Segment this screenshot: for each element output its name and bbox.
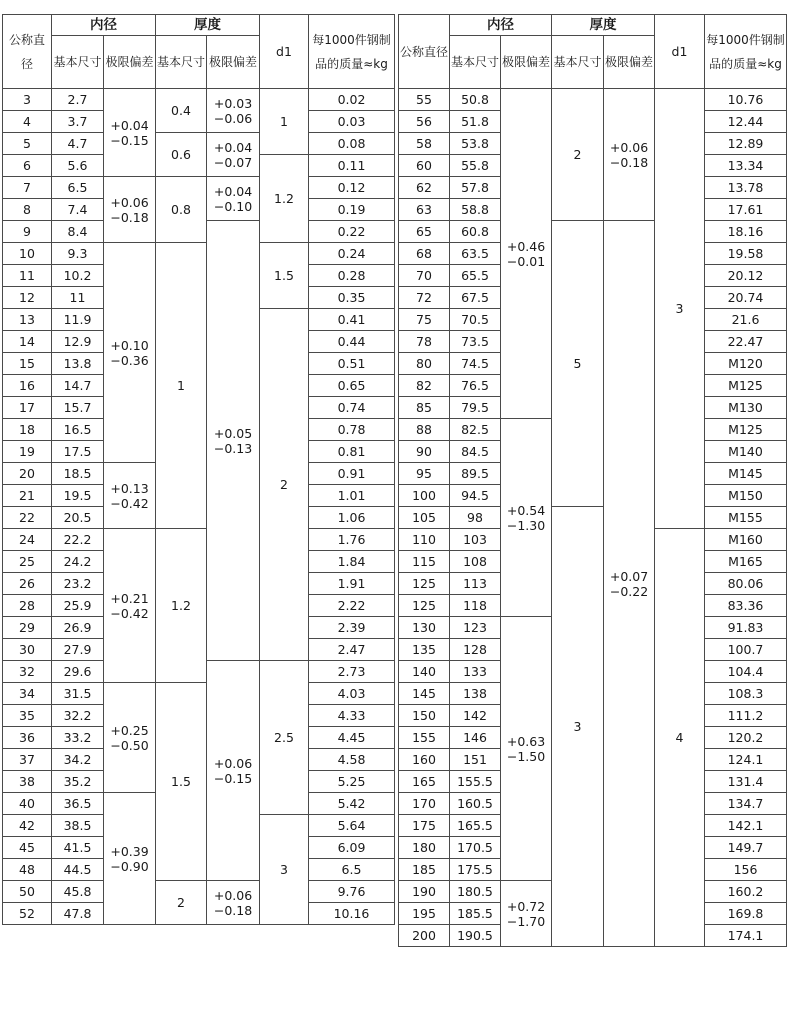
nominal-cell: 25 <box>3 551 52 573</box>
nominal-cell: 62 <box>399 177 450 199</box>
nominal-cell: 130 <box>399 617 450 639</box>
mass-cell: M125 <box>705 419 787 441</box>
thick-dev-cell: +0.06 −0.18 <box>207 881 260 925</box>
table-row <box>3 133 395 155</box>
nominal-cell: 15 <box>3 353 52 375</box>
mass-cell: 0.22 <box>309 221 395 243</box>
nominal-cell: 58 <box>399 133 450 155</box>
thick-dev-cell: +0.04 −0.10 <box>207 177 260 221</box>
inner-cell: 24.2 <box>52 551 104 573</box>
mass-cell: 6.09 <box>309 837 395 859</box>
inner-cell: 27.9 <box>52 639 104 661</box>
nominal-cell: 100 <box>399 485 450 507</box>
mass-cell: 0.91 <box>309 463 395 485</box>
mass-cell: M155 <box>705 507 787 529</box>
inner-cell: 34.2 <box>52 749 104 771</box>
inner-cell: 26.9 <box>52 617 104 639</box>
nominal-cell: 18 <box>3 419 52 441</box>
nominal-cell: 68 <box>399 243 450 265</box>
d1-cell: 4 <box>655 529 705 947</box>
header-inner-basic-size: 基本尺寸 <box>450 36 501 89</box>
inner-cell: 180.5 <box>450 881 501 903</box>
mass-cell: 20.12 <box>705 265 787 287</box>
mass-cell: 100.7 <box>705 639 787 661</box>
inner-cell: 4.7 <box>52 133 104 155</box>
inner-dev-cell: +0.54 −1.30 <box>501 419 552 617</box>
d1-cell: 2 <box>260 309 309 661</box>
inner-dev-cell: +0.46 −0.01 <box>501 89 552 419</box>
mass-cell: 5.42 <box>309 793 395 815</box>
mass-cell: 2.39 <box>309 617 395 639</box>
table-row <box>3 529 395 551</box>
nominal-cell: 75 <box>399 309 450 331</box>
inner-cell: 65.5 <box>450 265 501 287</box>
nominal-cell: 11 <box>3 265 52 287</box>
inner-cell: 60.8 <box>450 221 501 243</box>
nominal-cell: 110 <box>399 529 450 551</box>
d1-cell: 3 <box>260 815 309 925</box>
inner-cell: 146 <box>450 727 501 749</box>
header-d1: d1 <box>655 15 705 89</box>
mass-cell: 5.25 <box>309 771 395 793</box>
mass-cell: 0.08 <box>309 133 395 155</box>
thick-basic-cell: 1.2 <box>156 529 207 683</box>
nominal-cell: 80 <box>399 353 450 375</box>
thick-basic-cell: 3 <box>552 507 604 947</box>
mass-cell: 91.83 <box>705 617 787 639</box>
inner-cell: 38.5 <box>52 815 104 837</box>
header-inner-diameter: 内径 <box>52 15 156 36</box>
mass-cell: 108.3 <box>705 683 787 705</box>
header-thickness: 厚度 <box>552 15 655 36</box>
nominal-cell: 60 <box>399 155 450 177</box>
inner-cell: 94.5 <box>450 485 501 507</box>
thick-basic-cell: 0.8 <box>156 177 207 243</box>
nominal-cell: 26 <box>3 573 52 595</box>
inner-cell: 8.4 <box>52 221 104 243</box>
mass-cell: 174.1 <box>705 925 787 947</box>
nominal-cell: 88 <box>399 419 450 441</box>
nominal-cell: 20 <box>3 463 52 485</box>
inner-cell: 10.2 <box>52 265 104 287</box>
inner-cell: 79.5 <box>450 397 501 419</box>
inner-dev-cell: +0.72 −1.70 <box>501 881 552 947</box>
mass-cell: 4.58 <box>309 749 395 771</box>
nominal-cell: 170 <box>399 793 450 815</box>
right-table <box>398 14 787 947</box>
inner-cell: 20.5 <box>52 507 104 529</box>
mass-cell: 104.4 <box>705 661 787 683</box>
inner-cell: 11.9 <box>52 309 104 331</box>
mass-cell: 0.12 <box>309 177 395 199</box>
mass-cell: 22.47 <box>705 331 787 353</box>
mass-cell: 1.91 <box>309 573 395 595</box>
header-inner-basic-size: 基本尺寸 <box>52 36 104 89</box>
mass-cell: M145 <box>705 463 787 485</box>
nominal-cell: 55 <box>399 89 450 111</box>
nominal-cell: 36 <box>3 727 52 749</box>
inner-cell: 74.5 <box>450 353 501 375</box>
mass-cell: M120 <box>705 353 787 375</box>
nominal-cell: 82 <box>399 375 450 397</box>
nominal-cell: 160 <box>399 749 450 771</box>
mass-cell: 0.11 <box>309 155 395 177</box>
nominal-cell: 3 <box>3 89 52 111</box>
inner-cell: 89.5 <box>450 463 501 485</box>
mass-cell: 5.64 <box>309 815 395 837</box>
inner-cell: 103 <box>450 529 501 551</box>
header-inner-limit-deviation: 极限偏差 <box>104 36 156 89</box>
nominal-cell: 17 <box>3 397 52 419</box>
nominal-cell: 125 <box>399 595 450 617</box>
mass-cell: 18.16 <box>705 221 787 243</box>
nominal-cell: 95 <box>399 463 450 485</box>
inner-cell: 13.8 <box>52 353 104 375</box>
nominal-cell: 13 <box>3 309 52 331</box>
inner-cell: 142 <box>450 705 501 727</box>
inner-cell: 12.9 <box>52 331 104 353</box>
thick-basic-cell: 5 <box>552 221 604 507</box>
nominal-cell: 12 <box>3 287 52 309</box>
mass-cell: 131.4 <box>705 771 787 793</box>
mass-cell: 160.2 <box>705 881 787 903</box>
thick-basic-cell: 0.6 <box>156 133 207 177</box>
inner-cell: 50.8 <box>450 89 501 111</box>
mass-cell: 0.74 <box>309 397 395 419</box>
d1-cell: 1 <box>260 89 309 155</box>
inner-cell: 133 <box>450 661 501 683</box>
inner-cell: 2.7 <box>52 89 104 111</box>
d1-cell: 3 <box>655 89 705 529</box>
inner-dev-cell: +0.06 −0.18 <box>104 177 156 243</box>
inner-cell: 15.7 <box>52 397 104 419</box>
nominal-cell: 19 <box>3 441 52 463</box>
nominal-cell: 14 <box>3 331 52 353</box>
mass-cell: M125 <box>705 375 787 397</box>
inner-cell: 31.5 <box>52 683 104 705</box>
inner-cell: 5.6 <box>52 155 104 177</box>
inner-cell: 185.5 <box>450 903 501 925</box>
nominal-cell: 4 <box>3 111 52 133</box>
nominal-cell: 45 <box>3 837 52 859</box>
inner-cell: 19.5 <box>52 485 104 507</box>
mass-cell: 12.44 <box>705 111 787 133</box>
mass-cell: 6.5 <box>309 859 395 881</box>
thick-dev-cell: +0.07 −0.22 <box>604 221 655 947</box>
inner-cell: 155.5 <box>450 771 501 793</box>
mass-cell: 120.2 <box>705 727 787 749</box>
table-row <box>399 221 787 243</box>
inner-dev-cell: +0.10 −0.36 <box>104 243 156 463</box>
inner-cell: 47.8 <box>52 903 104 925</box>
mass-cell: 0.81 <box>309 441 395 463</box>
inner-cell: 76.5 <box>450 375 501 397</box>
inner-cell: 45.8 <box>52 881 104 903</box>
d1-cell: 1.2 <box>260 155 309 243</box>
nominal-cell: 195 <box>399 903 450 925</box>
nominal-cell: 200 <box>399 925 450 947</box>
thick-dev-cell: +0.04 −0.07 <box>207 133 260 177</box>
thick-dev-cell: +0.06 −0.18 <box>604 89 655 221</box>
thick-dev-cell: +0.05 −0.13 <box>207 221 260 661</box>
nominal-cell: 29 <box>3 617 52 639</box>
mass-cell: 0.51 <box>309 353 395 375</box>
mass-cell: 10.16 <box>309 903 395 925</box>
mass-cell: 0.02 <box>309 89 395 111</box>
mass-cell: 0.44 <box>309 331 395 353</box>
inner-cell: 32.2 <box>52 705 104 727</box>
inner-cell: 67.5 <box>450 287 501 309</box>
nominal-cell: 21 <box>3 485 52 507</box>
inner-cell: 190.5 <box>450 925 501 947</box>
nominal-cell: 190 <box>399 881 450 903</box>
mass-cell: 111.2 <box>705 705 787 727</box>
nominal-cell: 30 <box>3 639 52 661</box>
nominal-cell: 7 <box>3 177 52 199</box>
inner-cell: 160.5 <box>450 793 501 815</box>
nominal-cell: 8 <box>3 199 52 221</box>
left-table <box>2 14 395 925</box>
inner-cell: 7.4 <box>52 199 104 221</box>
mass-cell: 0.28 <box>309 265 395 287</box>
header-inner-limit-deviation: 极限偏差 <box>501 36 552 89</box>
table-row <box>3 89 395 111</box>
inner-cell: 36.5 <box>52 793 104 815</box>
inner-cell: 128 <box>450 639 501 661</box>
inner-cell: 138 <box>450 683 501 705</box>
inner-cell: 35.2 <box>52 771 104 793</box>
nominal-cell: 37 <box>3 749 52 771</box>
mass-cell: 12.89 <box>705 133 787 155</box>
nominal-cell: 85 <box>399 397 450 419</box>
nominal-cell: 5 <box>3 133 52 155</box>
mass-cell: 142.1 <box>705 815 787 837</box>
mass-cell: 0.78 <box>309 419 395 441</box>
inner-dev-cell: +0.63 −1.50 <box>501 617 552 881</box>
nominal-cell: 90 <box>399 441 450 463</box>
nominal-cell: 175 <box>399 815 450 837</box>
inner-cell: 170.5 <box>450 837 501 859</box>
mass-cell: 124.1 <box>705 749 787 771</box>
nominal-cell: 56 <box>399 111 450 133</box>
inner-cell: 53.8 <box>450 133 501 155</box>
inner-cell: 18.5 <box>52 463 104 485</box>
thick-basic-cell: 1 <box>156 243 207 529</box>
mass-cell: 4.03 <box>309 683 395 705</box>
mass-cell: 0.41 <box>309 309 395 331</box>
nominal-cell: 34 <box>3 683 52 705</box>
inner-cell: 165.5 <box>450 815 501 837</box>
mass-cell: 13.34 <box>705 155 787 177</box>
nominal-cell: 35 <box>3 705 52 727</box>
nominal-cell: 22 <box>3 507 52 529</box>
mass-cell: M165 <box>705 551 787 573</box>
inner-cell: 175.5 <box>450 859 501 881</box>
header-d1: d1 <box>260 15 309 89</box>
inner-cell: 11 <box>52 287 104 309</box>
inner-cell: 14.7 <box>52 375 104 397</box>
inner-cell: 58.8 <box>450 199 501 221</box>
inner-cell: 113 <box>450 573 501 595</box>
inner-dev-cell: +0.39 −0.90 <box>104 793 156 925</box>
inner-cell: 63.5 <box>450 243 501 265</box>
mass-cell: 21.6 <box>705 309 787 331</box>
header-thickness-limit-deviation: 极限偏差 <box>207 36 260 89</box>
mass-cell: 9.76 <box>309 881 395 903</box>
thick-dev-cell: +0.03 −0.06 <box>207 89 260 133</box>
mass-cell: 0.03 <box>309 111 395 133</box>
nominal-cell: 165 <box>399 771 450 793</box>
thick-dev-cell: +0.06 −0.15 <box>207 661 260 881</box>
mass-cell: 156 <box>705 859 787 881</box>
mass-cell: 19.58 <box>705 243 787 265</box>
nominal-cell: 16 <box>3 375 52 397</box>
inner-cell: 17.5 <box>52 441 104 463</box>
inner-cell: 70.5 <box>450 309 501 331</box>
thick-basic-cell: 2 <box>156 881 207 925</box>
d1-cell: 1.5 <box>260 243 309 309</box>
header-thickness: 厚度 <box>156 15 260 36</box>
table-row <box>3 683 395 705</box>
mass-cell: 2.47 <box>309 639 395 661</box>
inner-cell: 33.2 <box>52 727 104 749</box>
nominal-cell: 32 <box>3 661 52 683</box>
nominal-cell: 50 <box>3 881 52 903</box>
nominal-cell: 10 <box>3 243 52 265</box>
inner-cell: 16.5 <box>52 419 104 441</box>
mass-cell: 1.76 <box>309 529 395 551</box>
nominal-cell: 42 <box>3 815 52 837</box>
inner-cell: 23.2 <box>52 573 104 595</box>
nominal-cell: 70 <box>399 265 450 287</box>
nominal-cell: 6 <box>3 155 52 177</box>
nominal-cell: 125 <box>399 573 450 595</box>
nominal-cell: 185 <box>399 859 450 881</box>
inner-cell: 73.5 <box>450 331 501 353</box>
mass-cell: 83.36 <box>705 595 787 617</box>
table-row <box>399 507 787 529</box>
inner-dev-cell: +0.21 −0.42 <box>104 529 156 683</box>
mass-cell: 4.45 <box>309 727 395 749</box>
nominal-cell: 28 <box>3 595 52 617</box>
table-row <box>3 177 395 199</box>
mass-cell: M130 <box>705 397 787 419</box>
inner-cell: 41.5 <box>52 837 104 859</box>
inner-cell: 51.8 <box>450 111 501 133</box>
header-thickness-basic-size: 基本尺寸 <box>156 36 207 89</box>
nominal-cell: 72 <box>399 287 450 309</box>
nominal-cell: 145 <box>399 683 450 705</box>
mass-cell: M140 <box>705 441 787 463</box>
thick-basic-cell: 0.4 <box>156 89 207 133</box>
table-row <box>399 89 787 111</box>
mass-cell: 1.06 <box>309 507 395 529</box>
thick-basic-cell: 1.5 <box>156 683 207 881</box>
inner-cell: 108 <box>450 551 501 573</box>
inner-cell: 151 <box>450 749 501 771</box>
header-thickness-limit-deviation: 极限偏差 <box>604 36 655 89</box>
inner-cell: 55.8 <box>450 155 501 177</box>
inner-cell: 82.5 <box>450 419 501 441</box>
mass-cell: 0.24 <box>309 243 395 265</box>
inner-dev-cell: +0.13 −0.42 <box>104 463 156 529</box>
inner-cell: 84.5 <box>450 441 501 463</box>
inner-cell: 123 <box>450 617 501 639</box>
mass-cell: 2.22 <box>309 595 395 617</box>
inner-cell: 6.5 <box>52 177 104 199</box>
inner-cell: 57.8 <box>450 177 501 199</box>
header-inner-diameter: 内径 <box>450 15 552 36</box>
nominal-cell: 63 <box>399 199 450 221</box>
nominal-cell: 135 <box>399 639 450 661</box>
inner-cell: 22.2 <box>52 529 104 551</box>
mass-cell: 17.61 <box>705 199 787 221</box>
header-mass: 每1000件钢制品的质量≈kg <box>705 15 787 89</box>
mass-cell: 134.7 <box>705 793 787 815</box>
mass-cell: 1.01 <box>309 485 395 507</box>
nominal-cell: 40 <box>3 793 52 815</box>
mass-cell: 0.65 <box>309 375 395 397</box>
nominal-cell: 38 <box>3 771 52 793</box>
header-nominal-diameter: 公称直径 <box>3 15 52 89</box>
inner-cell: 98 <box>450 507 501 529</box>
table-row <box>3 881 395 903</box>
inner-cell: 3.7 <box>52 111 104 133</box>
inner-cell: 29.6 <box>52 661 104 683</box>
inner-cell: 9.3 <box>52 243 104 265</box>
mass-cell: 2.73 <box>309 661 395 683</box>
nominal-cell: 150 <box>399 705 450 727</box>
mass-cell: 1.84 <box>309 551 395 573</box>
mass-cell: 10.76 <box>705 89 787 111</box>
mass-cell: 0.35 <box>309 287 395 309</box>
mass-cell: 169.8 <box>705 903 787 925</box>
nominal-cell: 52 <box>3 903 52 925</box>
mass-cell: 13.78 <box>705 177 787 199</box>
table-row <box>3 243 395 265</box>
mass-cell: 20.74 <box>705 287 787 309</box>
mass-cell: 80.06 <box>705 573 787 595</box>
header-nominal-diameter: 公称直径 <box>399 15 450 89</box>
inner-cell: 44.5 <box>52 859 104 881</box>
header-mass: 每1000件钢制品的质量≈kg <box>309 15 395 89</box>
nominal-cell: 105 <box>399 507 450 529</box>
mass-cell: M150 <box>705 485 787 507</box>
header-thickness-basic-size: 基本尺寸 <box>552 36 604 89</box>
nominal-cell: 115 <box>399 551 450 573</box>
mass-cell: 0.19 <box>309 199 395 221</box>
nominal-cell: 24 <box>3 529 52 551</box>
inner-dev-cell: +0.25 −0.50 <box>104 683 156 793</box>
mass-cell: 149.7 <box>705 837 787 859</box>
inner-cell: 118 <box>450 595 501 617</box>
nominal-cell: 78 <box>399 331 450 353</box>
mass-cell: M160 <box>705 529 787 551</box>
nominal-cell: 180 <box>399 837 450 859</box>
nominal-cell: 9 <box>3 221 52 243</box>
thick-basic-cell: 2 <box>552 89 604 221</box>
mass-cell: 4.33 <box>309 705 395 727</box>
nominal-cell: 140 <box>399 661 450 683</box>
nominal-cell: 65 <box>399 221 450 243</box>
nominal-cell: 155 <box>399 727 450 749</box>
inner-dev-cell: +0.04 −0.15 <box>104 89 156 177</box>
inner-cell: 25.9 <box>52 595 104 617</box>
d1-cell: 2.5 <box>260 661 309 815</box>
nominal-cell: 48 <box>3 859 52 881</box>
